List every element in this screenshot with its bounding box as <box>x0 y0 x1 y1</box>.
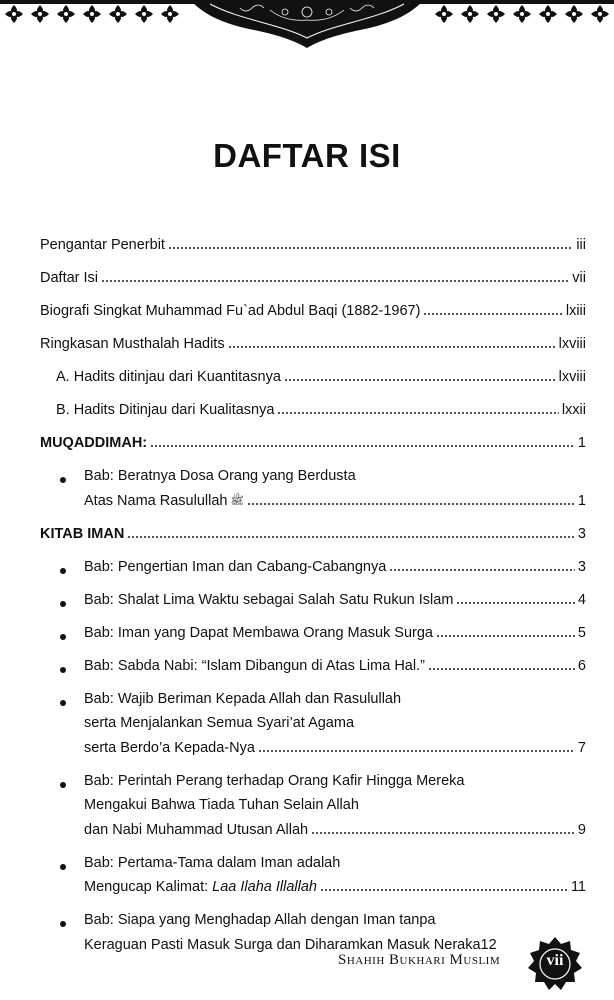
dot-leader <box>389 559 575 571</box>
dot-leader <box>311 822 575 834</box>
footer-book-title: Shahih Bukhari Muslim <box>338 952 501 968</box>
toc-entry-title: Bab: Perintah Perang terhadap Orang Kafir Hingga Mereka <box>84 772 465 789</box>
page-title: DAFTAR ISI <box>213 137 401 174</box>
dot-leader <box>320 879 568 891</box>
bullet-icon <box>60 667 66 673</box>
toc-page-number: 7 <box>577 739 586 756</box>
dot-leader <box>456 592 575 604</box>
bullet-icon <box>60 634 66 640</box>
toc-entry[interactable] <box>40 912 586 961</box>
dot-leader <box>247 493 575 505</box>
toc-entry-title: KITAB IMAN <box>40 525 125 542</box>
toc-entry-title: Biografi Singkat Muhammad Fu`ad Abdul Baqi (1882-1967) <box>40 303 421 319</box>
toc-page-number: 5 <box>577 624 586 641</box>
bullet-icon <box>60 477 66 483</box>
toc-entry[interactable] <box>40 592 586 617</box>
toc-entry-title: serta Berdo’a Kepada-Nya <box>84 739 255 756</box>
toc-entry[interactable] <box>40 270 586 295</box>
ornamental-header-banner <box>0 0 614 48</box>
toc-entry-title: Atas Nama Rasulullah ﷺ <box>84 492 244 509</box>
toc-page-number: 3 <box>577 558 586 575</box>
toc-entry-title: Keraguan Pasti Masuk Surga dan Diharamkan Masuk Neraka <box>84 936 481 953</box>
dot-leader <box>258 740 575 752</box>
toc-page-number: 11 <box>570 879 586 895</box>
toc-entry-title: Bab: Shalat Lima Waktu sebagai Salah Satu Rukun Islam <box>84 591 454 608</box>
page-number: vii <box>546 952 564 969</box>
toc-entry[interactable] <box>40 435 586 460</box>
toc-entry-title: Bab: Iman yang Dapat Membawa Orang Masuk Surga <box>84 624 433 641</box>
toc-entry-title: serta Menjalankan Semua Syari’at Agama <box>84 715 355 731</box>
dot-leader <box>228 336 556 348</box>
toc-page-number: 6 <box>577 657 586 674</box>
toc-page-number: iii <box>576 237 586 253</box>
toc-entry[interactable] <box>40 369 586 394</box>
dot-leader <box>168 237 573 249</box>
toc-entry-title: Ringkasan Musthalah Hadits <box>40 336 225 352</box>
dot-leader <box>101 270 569 282</box>
dot-leader <box>150 435 575 447</box>
bullet-icon <box>60 700 66 706</box>
toc-entry[interactable] <box>40 625 586 650</box>
bullet-icon <box>60 921 66 927</box>
toc-entry-title: Bab: Wajib Beriman Kepada Allah dan Rasulullah <box>84 690 402 707</box>
toc-entry-title: Bab: Sabda Nabi: “Islam Dibangun di Atas Lima Hal.” <box>84 657 425 674</box>
table-of-contents <box>40 237 586 961</box>
toc-entry[interactable] <box>40 402 586 427</box>
dot-leader <box>423 303 562 315</box>
dot-leader <box>284 369 556 381</box>
toc-entry[interactable] <box>40 237 586 262</box>
toc-entry-title: B. Hadits Ditinjau dari Kualitasnya <box>56 402 275 418</box>
bullet-icon <box>60 568 66 574</box>
toc-entry-title: Bab: Siapa yang Menghadap Allah dengan Iman tanpa <box>84 912 436 928</box>
toc-entry-title: Mengucap Kalimat: Laa Ilaha Illallah <box>84 879 317 895</box>
toc-page-number: 1 <box>577 492 586 509</box>
toc-entry-title: Bab: Pengertian Iman dan Cabang-Cabangnya <box>84 558 387 575</box>
toc-page-number: lxiii <box>565 303 586 319</box>
dot-leader <box>277 402 558 414</box>
dot-leader <box>436 625 575 637</box>
toc-entry[interactable] <box>40 658 586 683</box>
toc-page-number: lxxii <box>561 402 586 418</box>
toc-entry-title: dan Nabi Muhammad Utusan Allah <box>84 821 309 838</box>
toc-entry[interactable] <box>40 526 586 551</box>
toc-page-number: 1 <box>577 435 586 451</box>
toc-entry[interactable] <box>40 303 586 328</box>
toc-page-number: 3 <box>577 525 586 542</box>
toc-entry[interactable] <box>40 468 586 517</box>
toc-entry[interactable] <box>40 336 586 361</box>
bullet-icon <box>60 782 66 788</box>
toc-page-number: lxviii <box>558 369 586 385</box>
toc-page-number: lxviii <box>558 336 586 352</box>
bullet-icon <box>60 601 66 607</box>
toc-page-number: 9 <box>577 821 586 838</box>
dot-leader <box>428 658 575 670</box>
toc-entry-title: Pengantar Penerbit <box>40 237 165 253</box>
toc-page-number: vii <box>572 270 586 286</box>
toc-entry-italic: Laa Ilaha Illallah <box>212 879 317 895</box>
toc-entry[interactable] <box>40 559 586 584</box>
salawat-symbol: ﷺ <box>230 493 244 507</box>
toc-page-number: 12 <box>480 936 497 953</box>
dot-leader <box>127 526 575 538</box>
toc-entry[interactable] <box>40 773 586 847</box>
toc-entry-title: Bab: Beratnya Dosa Orang yang Berdusta <box>84 468 356 484</box>
toc-entry[interactable] <box>40 855 586 904</box>
toc-page-number: 4 <box>577 591 586 608</box>
toc-entry[interactable] <box>40 691 586 765</box>
bullet-icon <box>60 864 66 870</box>
toc-entry-title: Bab: Pertama-Tama dalam Iman adalah <box>84 854 341 871</box>
toc-entry-title: Daftar Isi <box>40 270 99 286</box>
toc-entry-title: A. Hadits ditinjau dari Kuantitasnya <box>56 369 281 385</box>
toc-entry-title: Mengakui Bahwa Tiada Tuhan Selain Allah <box>84 797 359 813</box>
toc-entry-title: MUQADDIMAH: <box>40 435 148 451</box>
